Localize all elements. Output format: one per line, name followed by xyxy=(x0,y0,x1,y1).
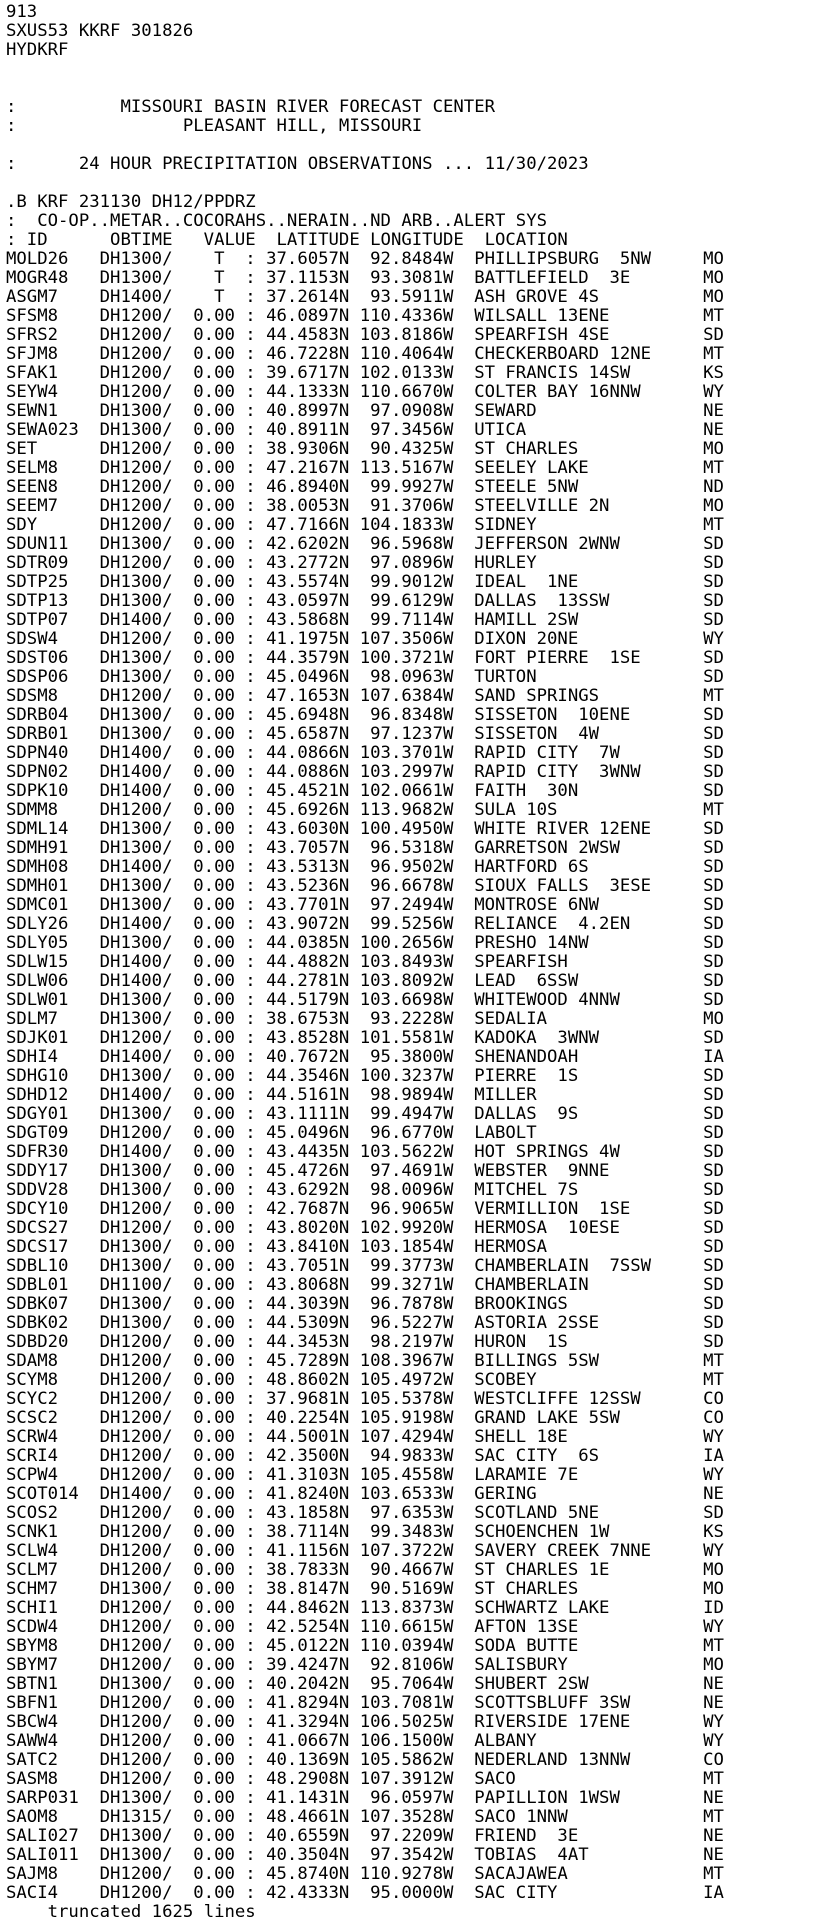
truncation-note: truncated 1625 lines xyxy=(47,1902,256,1922)
table-row: SCNK1 DH1200/ 0.00 : 38.7114N 99.3483W SCHOENCHEN 1W KS xyxy=(6,1522,724,1542)
table-row: SDSW4 DH1200/ 0.00 : 41.1975N 107.3506W DIXON 20NE WY xyxy=(6,629,724,649)
table-row: SCOS2 DH1200/ 0.00 : 43.1858N 97.6353W SCOTLAND 5NE SD xyxy=(6,1503,724,1523)
header-line: .B KRF 231130 DH12/PPDRZ xyxy=(6,192,256,212)
table-row: SDMH01 DH1300/ 0.00 : 43.5236N 96.6678W SIOUX FALLS 3ESE SD xyxy=(6,876,724,896)
table-row: SBTN1 DH1300/ 0.00 : 40.2042N 95.7064W SHUBERT 2SW NE xyxy=(6,1674,724,1694)
table-row: SDBK02 DH1300/ 0.00 : 44.5309N 96.5227W ASTORIA 2SSE SD xyxy=(6,1313,724,1333)
table-row: SCRW4 DH1200/ 0.00 : 44.5001N 107.4294W SHELL 18E WY xyxy=(6,1427,724,1447)
table-row: SDMC01 DH1300/ 0.00 : 43.7701N 97.2494W MONTROSE 6NW SD xyxy=(6,895,724,915)
table-row: SDHI4 DH1400/ 0.00 : 40.7672N 95.3800W SHENANDOAH IA xyxy=(6,1047,724,1067)
table-row: SDPN40 DH1400/ 0.00 : 44.0866N 103.3701W RAPID CITY 7W SD xyxy=(6,743,724,763)
table-row: SBFN1 DH1200/ 0.00 : 41.8294N 103.7081W SCOTTSBLUFF 3SW NE xyxy=(6,1693,724,1713)
table-row: SAWW4 DH1200/ 0.00 : 41.0667N 106.1500W ALBANY WY xyxy=(6,1731,724,1751)
table-row: SDFR30 DH1400/ 0.00 : 43.4435N 103.5622W HOT SPRINGS 4W SD xyxy=(6,1142,724,1162)
table-row: SDTR09 DH1200/ 0.00 : 43.2772N 97.0896W HURLEY SD xyxy=(6,553,724,573)
header-line xyxy=(6,174,838,193)
table-row: SDRB04 DH1300/ 0.00 : 45.6948N 96.8348W SISSETON 10ENE SD xyxy=(6,705,724,725)
table-row: SDDV28 DH1300/ 0.00 : 43.6292N 98.0096W MITCHEL 7S SD xyxy=(6,1180,724,1200)
table-row: SDLW06 DH1400/ 0.00 : 44.2781N 103.8092W LEAD 6SSW SD xyxy=(6,971,724,991)
table-row: SEEN8 DH1200/ 0.00 : 46.8940N 99.9927W STEELE 5NW ND xyxy=(6,477,724,497)
table-row: SDGT09 DH1200/ 0.00 : 45.0496N 96.6770W LABOLT SD xyxy=(6,1123,724,1143)
table-row: SDAM8 DH1200/ 0.00 : 45.7289N 108.3967W BILLINGS 5SW MT xyxy=(6,1351,724,1371)
table-row: SALI011 DH1300/ 0.00 : 40.3504N 97.3542W TOBIAS 4AT NE xyxy=(6,1845,724,1865)
header-line: : 24 HOUR PRECIPITATION OBSERVATIONS ... 11/30/2023 xyxy=(6,154,589,174)
table-row: SATC2 DH1200/ 0.00 : 40.1369N 105.5862W NEDERLAND 13NNW CO xyxy=(6,1750,724,1770)
table-row: SELM8 DH1200/ 0.00 : 47.2167N 113.5167W SEELEY LAKE MT xyxy=(6,458,724,478)
table-row: SCDW4 DH1200/ 0.00 : 42.5254N 110.6615W AFTON 13SE WY xyxy=(6,1617,724,1637)
table-row: SEWN1 DH1300/ 0.00 : 40.8997N 97.0908W SEWARD NE xyxy=(6,401,724,421)
table-row: SDCS17 DH1300/ 0.00 : 43.8410N 103.1854W HERMOSA SD xyxy=(6,1237,724,1257)
table-row: SBYM8 DH1200/ 0.00 : 45.0122N 110.0394W SODA BUTTE MT xyxy=(6,1636,724,1656)
table-row: SEWA023 DH1300/ 0.00 : 40.8911N 97.3456W UTICA NE xyxy=(6,420,724,440)
table-row: SDML14 DH1300/ 0.00 : 43.6030N 100.4950W WHITE RIVER 12ENE SD xyxy=(6,819,724,839)
table-row: ASGM7 DH1400/ T : 37.2614N 93.5911W ASH GROVE 4S MO xyxy=(6,287,724,307)
table-row: SCRI4 DH1200/ 0.00 : 42.3500N 94.9833W SAC CITY 6S IA xyxy=(6,1446,724,1466)
table-row: MOGR48 DH1300/ T : 37.1153N 93.3081W BATTLEFIELD 3E MO xyxy=(6,268,724,288)
table-row: SDBK07 DH1300/ 0.00 : 44.3039N 96.7878W BROOKINGS SD xyxy=(6,1294,724,1314)
table-row: SDHD12 DH1400/ 0.00 : 44.5161N 98.9894W MILLER SD xyxy=(6,1085,724,1105)
table-row: SFAK1 DH1200/ 0.00 : 39.6717N 102.0133W ST FRANCIS 14SW KS xyxy=(6,363,724,383)
table-row: SDLM7 DH1300/ 0.00 : 38.6753N 93.2228W SEDALIA MO xyxy=(6,1009,724,1029)
table-row: SCPW4 DH1200/ 0.00 : 41.3103N 105.4558W LARAMIE 7E WY xyxy=(6,1465,724,1485)
table-row: SDLY26 DH1400/ 0.00 : 43.9072N 99.5256W RELIANCE 4.2EN SD xyxy=(6,914,724,934)
header-line: : PLEASANT HILL, MISSOURI xyxy=(6,116,423,136)
table-row: SBCW4 DH1200/ 0.00 : 41.3294N 106.5025W RIVERSIDE 17ENE WY xyxy=(6,1712,724,1732)
table-row: SCHI1 DH1200/ 0.00 : 44.8462N 113.8373W SCHWARTZ LAKE ID xyxy=(6,1598,724,1618)
table-row: SFJM8 DH1200/ 0.00 : 46.7228N 110.4064W CHECKERBOARD 12NE MT xyxy=(6,344,724,364)
table-row: SDTP07 DH1400/ 0.00 : 43.5868N 99.7114W HAMILL 2SW SD xyxy=(6,610,724,630)
header-line: : MISSOURI BASIN RIVER FORECAST CENTER xyxy=(6,97,495,117)
table-row: SDPN02 DH1400/ 0.00 : 44.0886N 103.2997W RAPID CITY 3WNW SD xyxy=(6,762,724,782)
header-line: : CO-OP..METAR..COCORAHS..NERAIN..ND ARB..ALERT SYS xyxy=(6,211,548,231)
observation-table xyxy=(6,250,838,1903)
table-row: SDY DH1200/ 0.00 : 47.7166N 104.1833W SIDNEY MT xyxy=(6,515,724,535)
table-row: SFSM8 DH1200/ 0.00 : 46.0897N 110.4336W WILSALL 13ENE MT xyxy=(6,306,724,326)
table-row: SDDY17 DH1300/ 0.00 : 45.4726N 97.4691W WEBSTER 9NNE SD xyxy=(6,1161,724,1181)
header-line: HYDKRF xyxy=(6,40,69,60)
table-row: SDBL01 DH1100/ 0.00 : 43.8068N 99.3271W CHAMBERLAIN SD xyxy=(6,1275,724,1295)
table-row: SALI027 DH1300/ 0.00 : 40.6559N 97.2209W FRIEND 3E NE xyxy=(6,1826,724,1846)
table-row: SDBD20 DH1200/ 0.00 : 44.3453N 98.2197W HURON 1S SD xyxy=(6,1332,724,1352)
table-row: SAJM8 DH1200/ 0.00 : 45.8740N 110.9278W SACAJAWEA MT xyxy=(6,1864,724,1884)
table-row: SDST06 DH1300/ 0.00 : 44.3579N 100.3721W FORT PIERRE 1SE SD xyxy=(6,648,724,668)
table-row: SDLW01 DH1300/ 0.00 : 44.5179N 103.6698W WHITEWOOD 4NNW SD xyxy=(6,990,724,1010)
table-row: SFRS2 DH1200/ 0.00 : 44.4583N 103.8186W SPEARFISH 4SE SD xyxy=(6,325,724,345)
header-line: 913 xyxy=(6,2,38,22)
table-row: SBYM7 DH1200/ 0.00 : 39.4247N 92.8106W SALISBURY MO xyxy=(6,1655,724,1675)
table-row: SDLW15 DH1400/ 0.00 : 44.4882N 103.8493W SPEARFISH SD xyxy=(6,952,724,972)
header-line: SXUS53 KKRF 301826 xyxy=(6,21,194,41)
table-row: SCHM7 DH1300/ 0.00 : 38.8147N 90.5169W ST CHARLES MO xyxy=(6,1579,724,1599)
table-row: SDMM8 DH1200/ 0.00 : 45.6926N 113.9682W SULA 10S MT xyxy=(6,800,724,820)
table-row: SCLW4 DH1200/ 0.00 : 41.1156N 107.3722W SAVERY CREEK 7NNE WY xyxy=(6,1541,724,1561)
header-line xyxy=(6,60,838,79)
header-line: : ID OBTIME VALUE LATITUDE LONGITUDE LOCATION xyxy=(6,230,568,250)
table-row: SDMH91 DH1300/ 0.00 : 43.7057N 96.5318W GARRETSON 2WSW SD xyxy=(6,838,724,858)
table-row: SEEM7 DH1200/ 0.00 : 38.0053N 91.3706W STEELVILLE 2N MO xyxy=(6,496,724,516)
header-line xyxy=(6,136,838,155)
table-row: SCYM8 DH1200/ 0.00 : 48.8602N 105.4972W SCOBEY MT xyxy=(6,1370,724,1390)
table-row: SDSM8 DH1200/ 0.00 : 47.1653N 107.6384W SAND SPRINGS MT xyxy=(6,686,724,706)
table-row: SCSC2 DH1200/ 0.00 : 40.2254N 105.9198W GRAND LAKE 5SW CO xyxy=(6,1408,724,1428)
table-row: SDJK01 DH1200/ 0.00 : 43.8528N 101.5581W KADOKA 3WNW SD xyxy=(6,1028,724,1048)
table-row: SET DH1200/ 0.00 : 38.9306N 90.4325W ST CHARLES MO xyxy=(6,439,724,459)
table-row: SCLM7 DH1200/ 0.00 : 38.7833N 90.4667W ST CHARLES 1E MO xyxy=(6,1560,724,1580)
table-row: SDSP06 DH1300/ 0.00 : 45.0496N 98.0963W TURTON SD xyxy=(6,667,724,687)
table-row: SDUN11 DH1300/ 0.00 : 42.6202N 96.5968W JEFFERSON 2WNW SD xyxy=(6,534,724,554)
table-row: SDLY05 DH1300/ 0.00 : 44.0385N 100.2656W PRESHO 14NW SD xyxy=(6,933,724,953)
table-row: SDPK10 DH1400/ 0.00 : 45.4521N 102.0661W FAITH 30N SD xyxy=(6,781,724,801)
header-line xyxy=(6,79,838,98)
table-row: SARP031 DH1300/ 0.00 : 41.1431N 96.0597W PAPILLION 1WSW NE xyxy=(6,1788,724,1808)
table-row: SDCY10 DH1200/ 0.00 : 42.7687N 96.9065W VERMILLION 1SE SD xyxy=(6,1199,724,1219)
table-row: SDTP25 DH1300/ 0.00 : 43.5574N 99.9012W IDEAL 1NE SD xyxy=(6,572,724,592)
table-row: SDTP13 DH1300/ 0.00 : 43.0597N 99.6129W DALLAS 13SSW SD xyxy=(6,591,724,611)
table-row: SDCS27 DH1200/ 0.00 : 43.8020N 102.9920W HERMOSA 10ESE SD xyxy=(6,1218,724,1238)
table-row: SACI4 DH1200/ 0.00 : 42.4333N 95.0000W SAC CITY IA xyxy=(6,1883,724,1903)
table-row: SAOM8 DH1315/ 0.00 : 48.4661N 107.3528W SACO 1NNW MT xyxy=(6,1807,724,1827)
table-row: MOLD26 DH1300/ T : 37.6057N 92.8484W PHILLIPSBURG 5NW MO xyxy=(6,249,724,269)
table-row: SDBL10 DH1300/ 0.00 : 43.7051N 99.3773W CHAMBERLAIN 7SSW SD xyxy=(6,1256,724,1276)
table-row: SASM8 DH1200/ 0.00 : 48.2908N 107.3912W SACO MT xyxy=(6,1769,724,1789)
table-row: SDMH08 DH1400/ 0.00 : 43.5313N 96.9502W HARTFORD 6S SD xyxy=(6,857,724,877)
table-row: SDHG10 DH1300/ 0.00 : 44.3546N 100.3237W PIERRE 1S SD xyxy=(6,1066,724,1086)
table-row: SDGY01 DH1300/ 0.00 : 43.1111N 99.4947W DALLAS 9S SD xyxy=(6,1104,724,1124)
report-header xyxy=(6,3,838,250)
table-row: SCYC2 DH1200/ 0.00 : 37.9681N 105.5378W WESTCLIFFE 12SSW CO xyxy=(6,1389,724,1409)
table-row: SEYW4 DH1200/ 0.00 : 44.1333N 110.6670W COLTER BAY 16NNW WY xyxy=(6,382,724,402)
table-row: SDRB01 DH1300/ 0.00 : 45.6587N 97.1237W SISSETON 4W SD xyxy=(6,724,724,744)
table-row: SCOT014 DH1400/ 0.00 : 41.8240N 103.6533W GERING NE xyxy=(6,1484,724,1504)
